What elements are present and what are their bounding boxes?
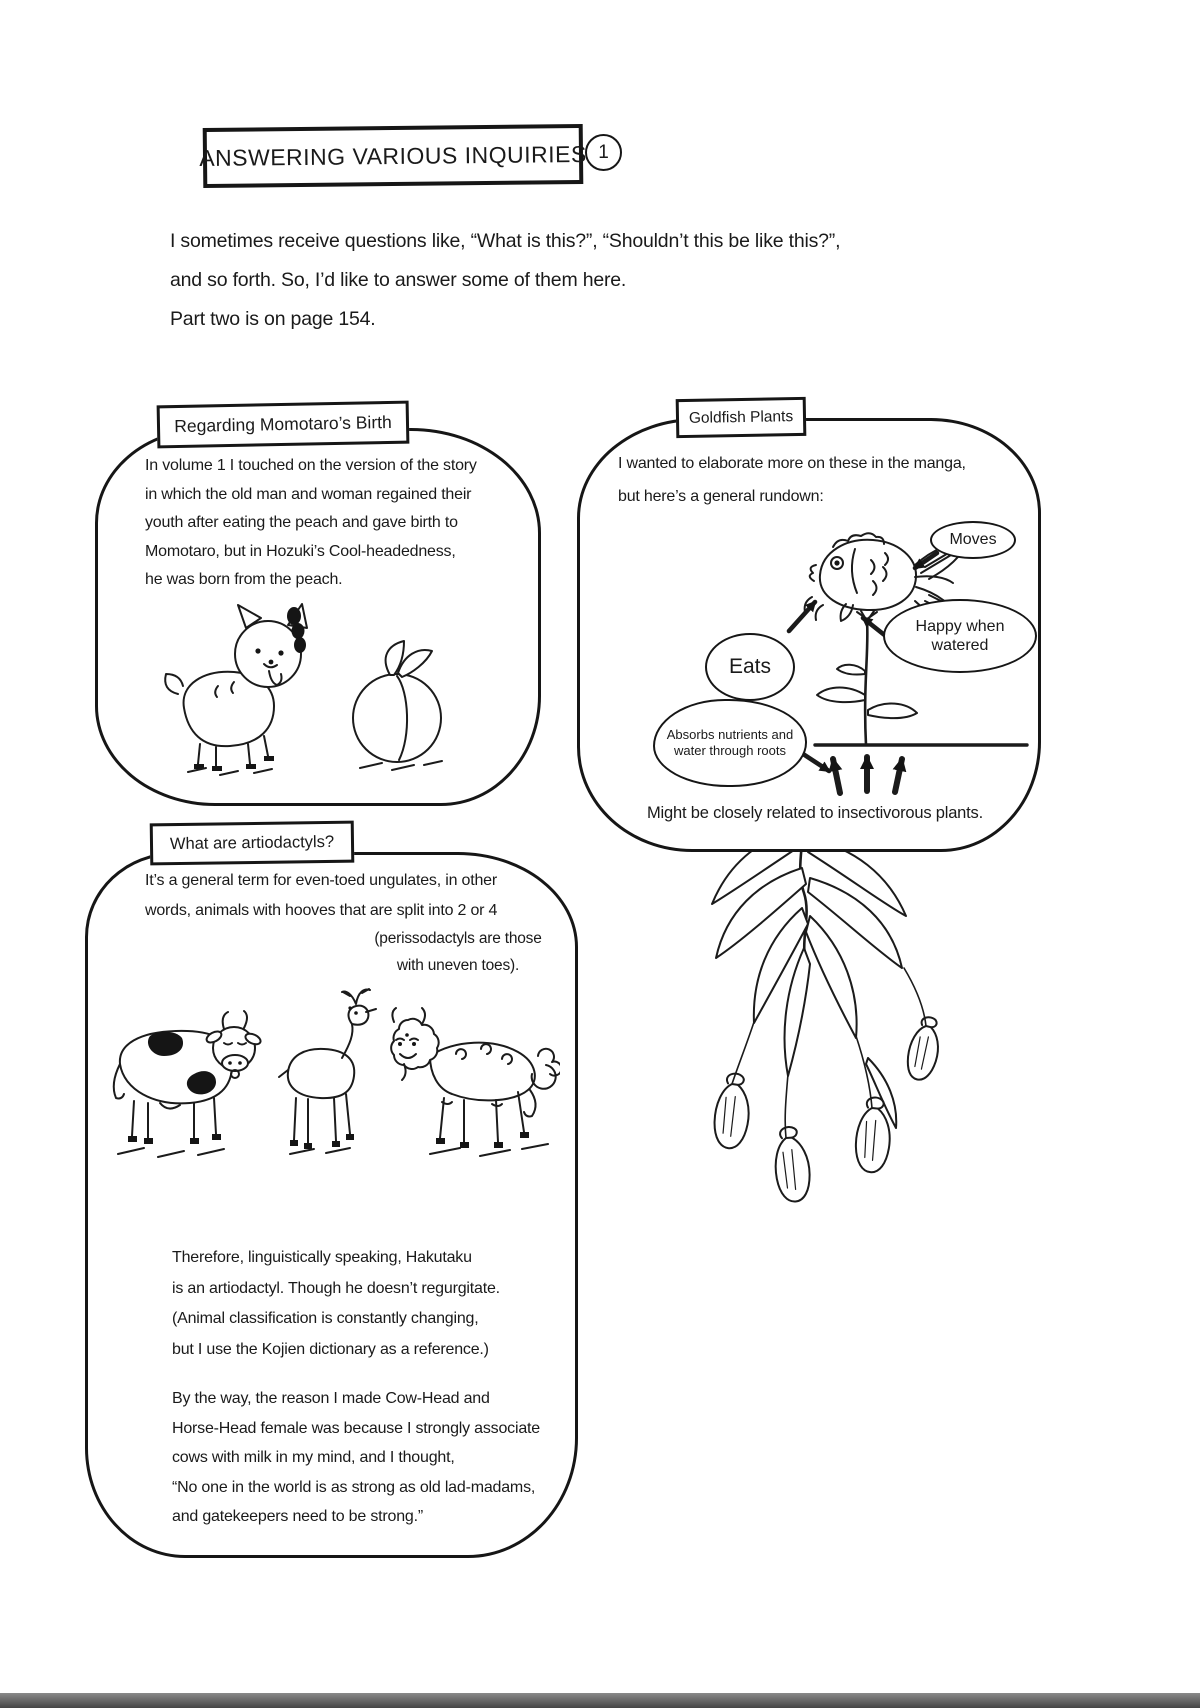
- circled-number-1-icon: [585, 134, 622, 171]
- hakutaku-illustration: [391, 1008, 560, 1156]
- intro-paragraph: [170, 222, 840, 339]
- eats-label-bubble: [705, 633, 795, 701]
- text-line: words, animals with hooves that are split into 2 or 4: [145, 902, 498, 919]
- text-line: Horse-Head female was because I strongly associate: [172, 1419, 540, 1437]
- moves-label: Moves: [949, 531, 997, 549]
- peach-illustration: [353, 641, 442, 770]
- text-line: “No one in the world is as strong as old lad-madams,: [172, 1478, 536, 1496]
- text-line: Therefore, linguistically speaking, Hakutaku: [172, 1249, 472, 1266]
- eats-arrow: [789, 602, 815, 631]
- text-line: (perissodactyls are those: [374, 930, 542, 947]
- artiodactyls-paragraph-3: [172, 1384, 540, 1532]
- text-line: I sometimes receive questions like, “What is this?”, “Shouldn’t this be like this?”,: [170, 230, 841, 252]
- text-line: Part two is on page 154.: [170, 308, 376, 330]
- momotaro-title-box: [157, 401, 410, 449]
- text-line: youth after eating the peach and gave birth to: [145, 514, 458, 531]
- momotaro-title: Regarding Momotaro’s Birth: [174, 411, 392, 437]
- page-number: 1: [598, 141, 609, 163]
- page-title-box: [199, 124, 587, 188]
- text-line: Momotaro, but in Hozuki’s Cool-headedness,: [145, 542, 456, 560]
- text-line: I wanted to elaborate more on these in the manga,: [618, 455, 966, 472]
- text-line: but here’s a general rundown:: [618, 488, 824, 505]
- artiodactyls-aside: [352, 925, 564, 979]
- happy-when-watered-label-bubble: [883, 599, 1037, 673]
- text-line: is an artiodactyl. Though he doesn’t regurgitate.: [172, 1279, 500, 1297]
- text-line: By the way, the reason I made Cow-Head and: [172, 1390, 490, 1407]
- eats-label: Eats: [728, 655, 772, 679]
- happy-when-watered-label: Happy when watered: [915, 617, 1005, 654]
- text-line: cows with milk in my mind, and I thought,: [172, 1449, 455, 1466]
- artiodactyls-title: What are artiodactyls?: [169, 832, 335, 853]
- text-line: and so forth. So, I’d like to answer some of them here.: [170, 269, 627, 291]
- text-line: (Animal classification is constantly changing,: [172, 1310, 479, 1327]
- goldfish-paragraph: [618, 447, 966, 513]
- text-line: but I use the Kojien dictionary as a reference.): [172, 1340, 489, 1358]
- artiodactyls-paragraph: [145, 866, 497, 926]
- text-line: with uneven toes).: [396, 957, 520, 974]
- goldfish-title-box: [676, 397, 807, 438]
- cow-illustration: [114, 1011, 262, 1157]
- text-line: In volume 1 I touched on the version of the story: [145, 457, 477, 474]
- goldfish-title: Goldfish Plants: [688, 407, 794, 427]
- goldfish-plant-diagram: [615, 505, 1035, 805]
- text-line: Might be closely related to insectivorous plants.: [647, 804, 983, 822]
- cow-deer-hakutaku-illustration: [98, 986, 560, 1176]
- absorbs-nutrients-label: Absorbs nutrients and water through roots: [666, 727, 794, 758]
- artiodactyls-title-box: [150, 821, 355, 866]
- deer-illustration: [279, 989, 376, 1154]
- momotaro-paragraph: [145, 452, 477, 595]
- pitcher-plant-illustration: [668, 808, 968, 1253]
- goldfish-caption: [600, 804, 1030, 823]
- text-line: in which the old man and woman regained their: [145, 485, 472, 503]
- momotaro-puppy-illustration: [165, 604, 307, 775]
- text-line: and gatekeepers need to be strong.”: [172, 1508, 423, 1525]
- page-bottom-edge: [0, 1693, 1200, 1708]
- artiodactyls-paragraph-2: [172, 1243, 500, 1365]
- text-line: he was born from the peach.: [145, 571, 343, 588]
- puppy-and-peach-illustration: [148, 596, 463, 786]
- text-line: It’s a general term for even-toed ungulates, in other: [145, 872, 497, 889]
- absorbs-nutrients-label-bubble: [653, 699, 807, 787]
- moves-label-bubble: [930, 521, 1016, 559]
- page-title: ANSWERING VARIOUS INQUIRIES: [199, 140, 587, 171]
